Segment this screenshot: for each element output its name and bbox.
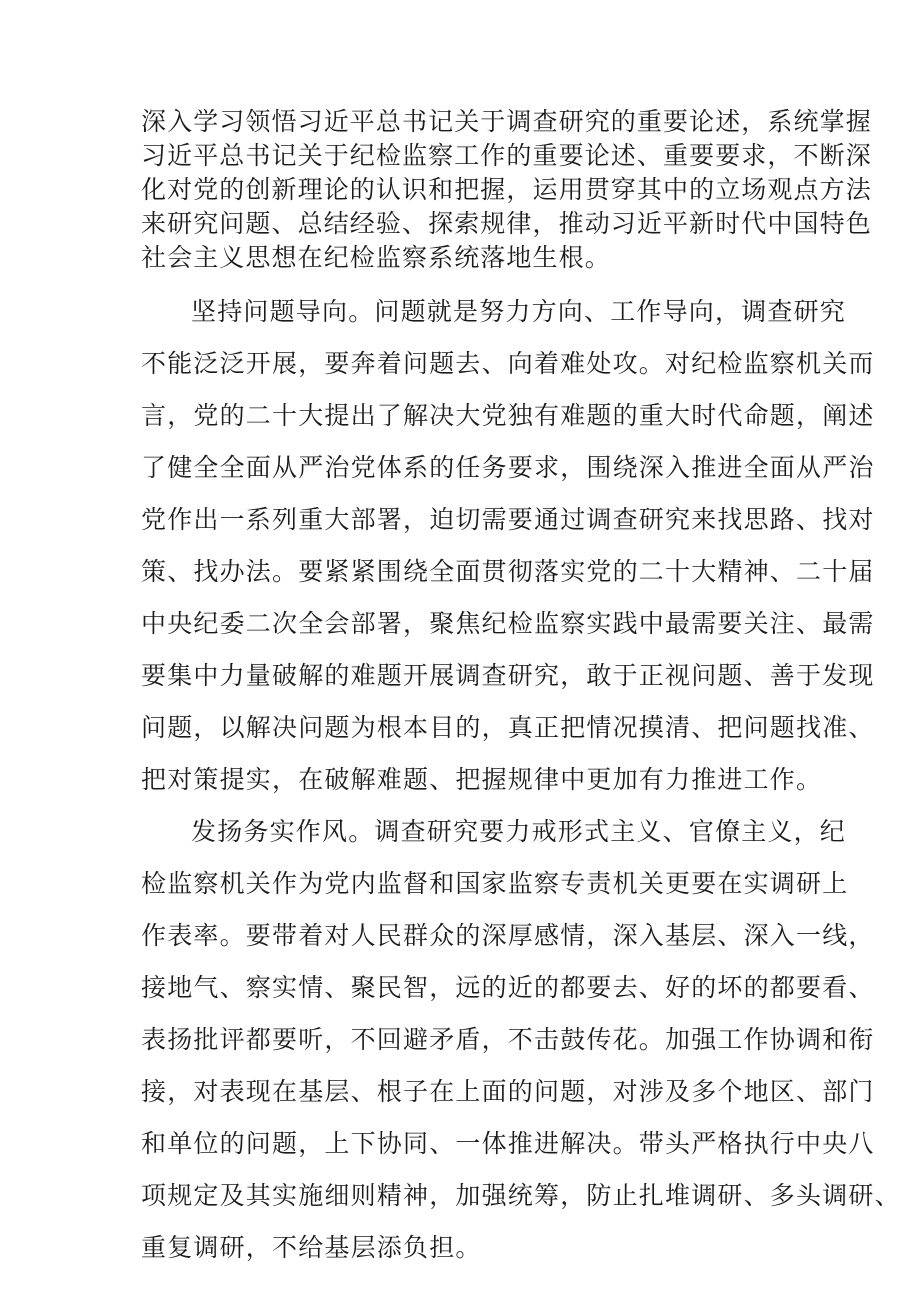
paragraph-line: 不能泛泛开展，要奔着问题去、向着难处攻。对纪检监察机关而 — [141, 349, 875, 378]
paragraph-line: 接，对表现在基层、根子在上面的问题，对涉及多个地区、部门 — [141, 1077, 875, 1106]
paragraph-line: 把对策提实，在破解难题、把握规律中更加有力推进工作。 — [141, 765, 823, 794]
paragraph-line: 要集中力量破解的难题开展调查研究，敢于正视问题、善于发现 — [141, 661, 875, 690]
paragraph-line: 重复调研，不给基层添负担。 — [141, 1233, 482, 1262]
paragraph-line: 检监察机关作为党内监督和国家监察专责机关更要在实调研上 — [141, 869, 849, 898]
paragraph-line: 了健全全面从严治党体系的任务要求，围绕深入推进全面从严治 — [141, 453, 875, 482]
paragraph-line: 问题，以解决问题为根本目的，真正把情况摸清、把问题找准、 — [141, 713, 875, 742]
paragraph-line: 和单位的问题，上下协同、一体推进解决。带头严格执行中央八 — [141, 1129, 875, 1158]
paragraph-line: 来研究问题、总结经验、探索规律，推动习近平新时代中国特色 — [141, 209, 872, 238]
paragraph-line: 习近平总书记关于纪检监察工作的重要论述、重要要求，不断深 — [141, 141, 872, 170]
paragraph-line: 中央纪委二次全会部署，聚焦纪检监察实践中最需要关注、最需 — [141, 609, 875, 638]
paragraph-line: 化对党的创新理论的认识和把握，运用贯穿其中的立场观点方法 — [141, 175, 872, 204]
paragraph-line: 表扬批评都要听，不回避矛盾，不击鼓传花。加强工作协调和衔 — [141, 1025, 875, 1054]
paragraph-line: 党作出一系列重大部署，迫切需要通过调查研究来找思路、找对 — [141, 505, 875, 534]
paragraph-line: 言，党的二十大提出了解决大党独有难题的重大时代命题，阐述 — [141, 401, 875, 430]
paragraph-line: 深入学习领悟习近平总书记关于调查研究的重要论述，系统掌握 — [141, 107, 872, 136]
paragraph-line: 策、找办法。要紧紧围绕全面贯彻落实党的二十大精神、二十届 — [141, 557, 875, 586]
paragraph-line: 项规定及其实施细则精神，加强统筹，防止扎堆调研、多头调研、 — [141, 1181, 901, 1210]
paragraph-line: 发扬务实作风。调查研究要力戒形式主义、官僚主义，纪 — [191, 817, 847, 846]
paragraph-line: 接地气、察实情、聚民智，远的近的都要去、好的坏的都要看、 — [141, 973, 875, 1002]
paragraph-line: 社会主义思想在纪检监察系统落地生根。 — [141, 243, 611, 272]
paragraph-line: 作表率。要带着对人民群众的深厚感情，深入基层、深入一线， — [141, 921, 875, 950]
paragraph-line: 坚持问题导向。问题就是努力方向、工作导向，调查研究 — [191, 297, 847, 326]
